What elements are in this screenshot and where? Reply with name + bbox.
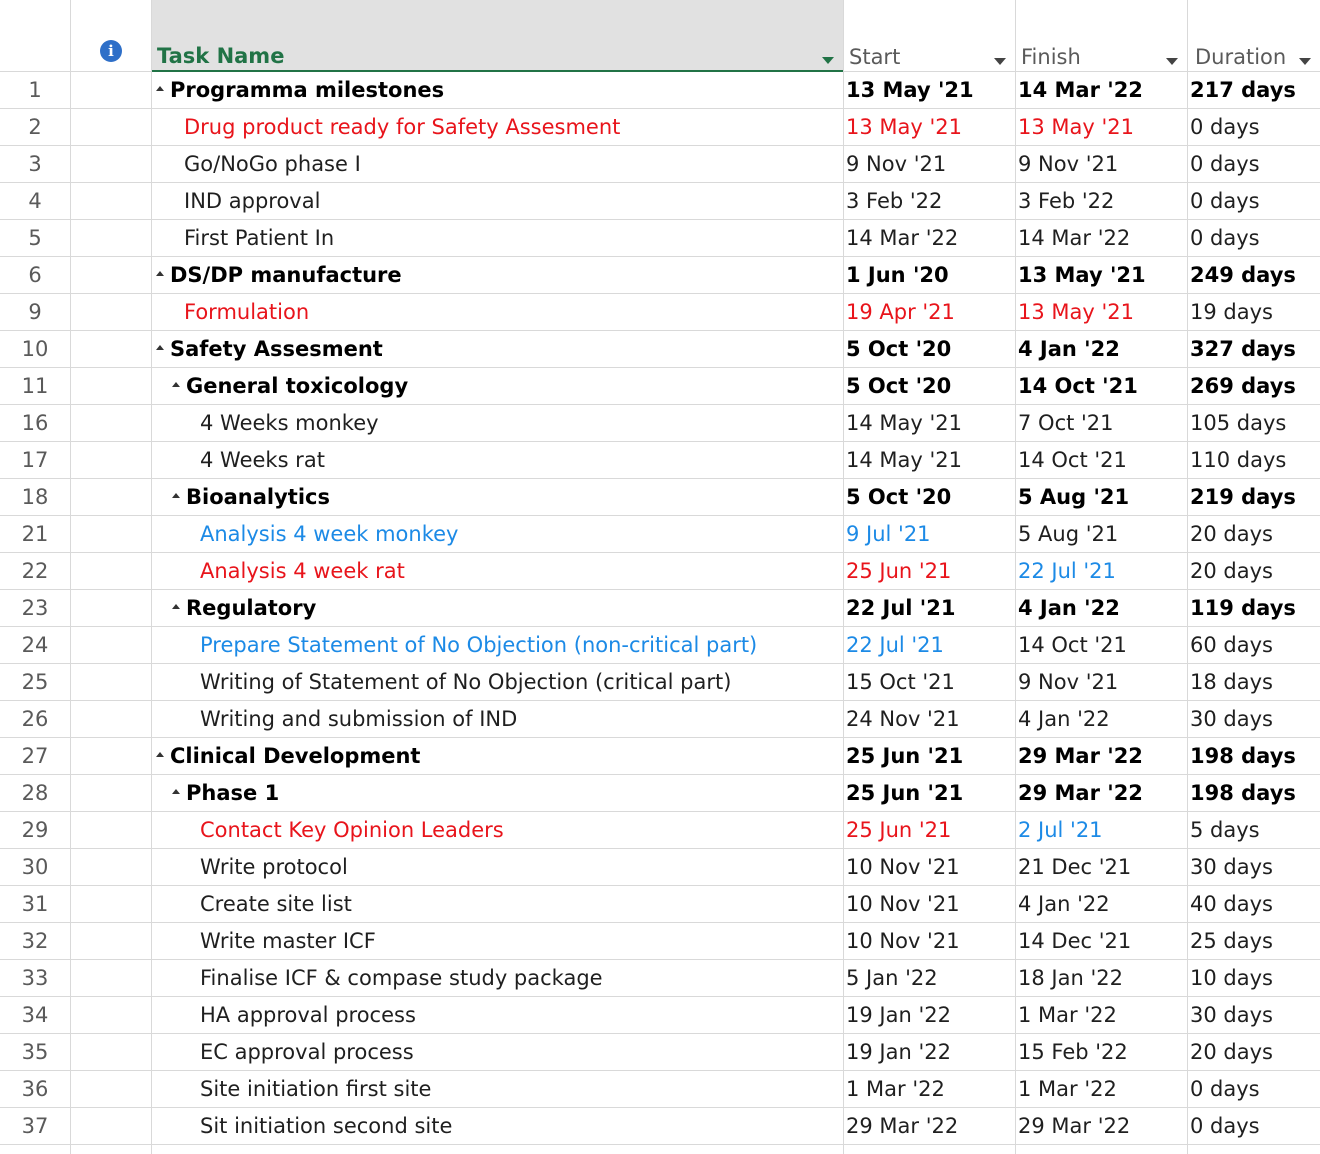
row-id[interactable]: 17 — [21, 448, 49, 472]
task-name-text: Writing of Statement of No Objection (critical part) — [200, 670, 732, 694]
duration-cell[interactable]: 198 days — [1190, 744, 1296, 768]
row-id[interactable]: 18 — [21, 485, 49, 509]
finish-cell[interactable]: 15 Feb '22 — [1018, 1040, 1128, 1064]
task-name-text: Drug product ready for Safety Assesment — [184, 115, 621, 139]
duration-cell[interactable]: 217 days — [1190, 78, 1296, 102]
start-cell[interactable]: 10 Nov '21 — [846, 855, 960, 879]
finish-cell[interactable]: 14 Mar '22 — [1018, 226, 1131, 250]
row-id[interactable]: 24 — [21, 633, 49, 657]
row-id[interactable]: 9 — [28, 300, 42, 324]
duration-cell[interactable]: 19 days — [1190, 300, 1273, 324]
task-row[interactable] — [0, 294, 1320, 331]
start-cell[interactable]: 9 Jul '21 — [846, 522, 931, 546]
task-name-text: HA approval process — [200, 1003, 416, 1027]
collapse-triangle-icon[interactable] — [156, 86, 164, 91]
duration-cell[interactable]: 0 days — [1190, 226, 1260, 250]
start-cell[interactable]: 13 May '21 — [846, 78, 974, 102]
task-name-cell[interactable] — [152, 886, 890, 923]
task-name-cell[interactable] — [152, 405, 890, 442]
task-name-cell[interactable] — [152, 923, 890, 960]
task-name-cell[interactable] — [152, 738, 846, 775]
collapse-triangle-icon[interactable] — [156, 271, 164, 276]
task-row[interactable] — [0, 516, 1320, 553]
start-cell[interactable]: 3 Feb '22 — [846, 189, 943, 213]
duration-cell[interactable]: 20 days — [1190, 559, 1273, 583]
duration-cell[interactable]: 269 days — [1190, 374, 1296, 398]
start-cell[interactable]: 1 Jun '20 — [846, 263, 949, 287]
duration-cell[interactable]: 0 days — [1190, 115, 1260, 139]
header-indicators[interactable] — [71, 0, 151, 72]
finish-cell[interactable]: 5 Aug '21 — [1018, 522, 1119, 546]
summary-task-row[interactable] — [0, 331, 1320, 368]
duration-cell[interactable]: 25 days — [1190, 929, 1273, 953]
task-name-cell[interactable] — [152, 442, 890, 479]
finish-cell[interactable]: 9 Nov '21 — [1018, 670, 1119, 694]
finish-cell[interactable]: 29 Mar '22 — [1018, 744, 1143, 768]
start-cell[interactable]: 15 Oct '21 — [846, 670, 955, 694]
duration-cell[interactable]: 327 days — [1190, 337, 1296, 361]
row-id[interactable]: 5 — [28, 226, 42, 250]
summary-task-row[interactable] — [0, 368, 1320, 405]
task-name-text: Write master ICF — [200, 929, 376, 953]
info-icon: i — [100, 40, 122, 62]
task-name-cell[interactable] — [152, 997, 890, 1034]
header-row-id — [0, 0, 70, 72]
header-finish[interactable] — [1016, 0, 1187, 72]
finish-cell[interactable]: 4 Jan '22 — [1018, 892, 1110, 916]
row-id[interactable]: 35 — [21, 1040, 49, 1064]
finish-title: Finish — [1021, 45, 1081, 69]
task-name-text: Formulation — [184, 300, 310, 324]
task-name-cell[interactable] — [152, 516, 890, 553]
task-name-text: Clinical Development — [170, 744, 421, 768]
duration-cell[interactable]: 119 days — [1190, 596, 1296, 620]
task-name-text: 4 Weeks rat — [200, 448, 325, 472]
header-task-name[interactable] — [152, 0, 843, 72]
task-name-cell[interactable] — [152, 627, 890, 664]
start-title: Start — [849, 45, 901, 69]
start-cell[interactable]: 25 Jun '21 — [846, 818, 952, 842]
start-cell[interactable]: 13 May '21 — [846, 115, 962, 139]
finish-cell[interactable]: 14 Oct '21 — [1018, 374, 1138, 398]
start-cell[interactable]: 19 Jan '22 — [846, 1040, 951, 1064]
start-cell[interactable]: 19 Apr '21 — [846, 300, 955, 324]
start-cell[interactable]: 24 Nov '21 — [846, 707, 960, 731]
task-name-cell[interactable] — [152, 849, 890, 886]
task-row[interactable] — [0, 553, 1320, 590]
task-name-text: General toxicology — [186, 374, 409, 398]
task-name-cell[interactable] — [152, 220, 874, 257]
summary-task-row[interactable] — [0, 257, 1320, 294]
task-name-text: Prepare Statement of No Objection (non-critical part) — [200, 633, 758, 657]
row-id[interactable]: 37 — [21, 1114, 49, 1138]
task-name-cell[interactable] — [152, 590, 862, 627]
task-name-text: Programma milestones — [170, 78, 445, 102]
task-name-cell[interactable] — [152, 368, 862, 405]
start-cell[interactable]: 14 May '21 — [846, 411, 962, 435]
start-cell[interactable]: 22 Jul '21 — [846, 633, 944, 657]
collapse-triangle-icon[interactable] — [172, 493, 180, 498]
finish-cell[interactable]: 4 Jan '22 — [1018, 707, 1110, 731]
task-row[interactable] — [0, 997, 1320, 1034]
task-name-text: Sit initiation second site — [200, 1114, 453, 1138]
task-name-text: Analysis 4 week rat — [200, 559, 405, 583]
duration-cell[interactable]: 0 days — [1190, 152, 1260, 176]
summary-task-row[interactable] — [0, 479, 1320, 516]
start-cell[interactable]: 25 Jun '21 — [846, 781, 964, 805]
task-row[interactable] — [0, 220, 1320, 257]
finish-cell[interactable]: 3 Feb '22 — [1018, 189, 1115, 213]
task-row[interactable] — [0, 849, 1320, 886]
start-cell[interactable]: 5 Oct '20 — [846, 337, 952, 361]
duration-cell[interactable]: 30 days — [1190, 855, 1273, 879]
task-row[interactable] — [0, 1108, 1320, 1145]
row-id[interactable]: 27 — [21, 744, 49, 768]
finish-cell[interactable]: 13 May '21 — [1018, 115, 1134, 139]
row-id[interactable]: 1 — [28, 78, 42, 102]
duration-cell[interactable]: 30 days — [1190, 1003, 1273, 1027]
task-name-text: Contact Key Opinion Leaders — [200, 818, 504, 842]
duration-cell[interactable]: 5 days — [1190, 818, 1260, 842]
task-row[interactable] — [0, 923, 1320, 960]
task-row[interactable] — [0, 405, 1320, 442]
task-row[interactable] — [0, 1071, 1320, 1108]
task-name-cell[interactable] — [152, 1108, 890, 1145]
duration-cell[interactable]: 60 days — [1190, 633, 1273, 657]
start-cell[interactable]: 5 Oct '20 — [846, 485, 952, 509]
finish-cell[interactable]: 14 Mar '22 — [1018, 78, 1143, 102]
task-name-cell[interactable] — [152, 72, 846, 109]
row-id[interactable]: 23 — [21, 596, 49, 620]
start-cell[interactable]: 14 Mar '22 — [846, 226, 959, 250]
start-cell[interactable]: 9 Nov '21 — [846, 152, 947, 176]
finish-cell[interactable]: 18 Jan '22 — [1018, 966, 1123, 990]
row-id[interactable]: 32 — [21, 929, 49, 953]
duration-title: Duration — [1195, 45, 1287, 69]
finish-cell[interactable]: 13 May '21 — [1018, 300, 1134, 324]
task-name-cell[interactable] — [152, 1034, 890, 1071]
duration-cell[interactable]: 40 days — [1190, 892, 1273, 916]
start-cell[interactable]: 22 Jul '21 — [846, 596, 956, 620]
header-start[interactable] — [844, 0, 1015, 72]
collapse-triangle-icon[interactable] — [172, 789, 180, 794]
task-name-text: EC approval process — [200, 1040, 414, 1064]
duration-cell[interactable]: 30 days — [1190, 707, 1273, 731]
duration-cell[interactable]: 0 days — [1190, 1077, 1260, 1101]
task-row[interactable] — [0, 664, 1320, 701]
finish-cell[interactable]: 1 Mar '22 — [1018, 1077, 1117, 1101]
task-name-cell[interactable] — [152, 1071, 890, 1108]
task-row[interactable] — [0, 701, 1320, 738]
collapse-triangle-icon[interactable] — [172, 604, 180, 609]
duration-cell[interactable]: 219 days — [1190, 485, 1296, 509]
start-cell[interactable]: 5 Oct '20 — [846, 374, 952, 398]
chevron-down-icon[interactable] — [1299, 58, 1311, 65]
task-name-text: Phase 1 — [186, 781, 280, 805]
row-id[interactable]: 6 — [28, 263, 42, 287]
task-name-cell[interactable] — [152, 146, 874, 183]
finish-cell[interactable]: 4 Jan '22 — [1018, 596, 1120, 620]
task-name-cell[interactable] — [152, 331, 846, 368]
task-name-cell[interactable] — [152, 553, 890, 590]
row-id[interactable]: 11 — [21, 374, 49, 398]
task-row[interactable] — [0, 960, 1320, 997]
header-duration[interactable] — [1188, 0, 1320, 72]
duration-cell[interactable]: 198 days — [1190, 781, 1296, 805]
collapse-triangle-icon[interactable] — [156, 345, 164, 350]
task-row[interactable] — [0, 109, 1320, 146]
collapse-triangle-icon[interactable] — [172, 382, 180, 387]
task-name-text: Safety Assesment — [170, 337, 383, 361]
finish-cell[interactable]: 21 Dec '21 — [1018, 855, 1132, 879]
task-row[interactable] — [0, 442, 1320, 479]
duration-cell[interactable]: 20 days — [1190, 522, 1273, 546]
task-name-cell[interactable] — [152, 664, 890, 701]
finish-cell[interactable]: 2 Jul '21 — [1018, 818, 1103, 842]
task-name-text: Write protocol — [200, 855, 348, 879]
duration-cell[interactable]: 249 days — [1190, 263, 1296, 287]
row-id[interactable]: 33 — [21, 966, 49, 990]
start-cell[interactable]: 10 Nov '21 — [846, 892, 960, 916]
task-row[interactable] — [0, 886, 1320, 923]
duration-cell[interactable]: 20 days — [1190, 1040, 1273, 1064]
chevron-down-icon[interactable] — [994, 58, 1006, 65]
task-name-text: Analysis 4 week monkey — [200, 522, 459, 546]
finish-cell[interactable]: 14 Oct '21 — [1018, 448, 1127, 472]
task-name-cell[interactable] — [152, 479, 862, 516]
task-name-cell[interactable] — [152, 701, 890, 738]
task-row[interactable] — [0, 1034, 1320, 1071]
finish-cell[interactable]: 14 Dec '21 — [1018, 929, 1132, 953]
finish-cell[interactable]: 5 Aug '21 — [1018, 485, 1130, 509]
start-cell[interactable]: 14 May '21 — [846, 448, 962, 472]
task-name-text: Create site list — [200, 892, 352, 916]
task-row[interactable] — [0, 146, 1320, 183]
task-name-cell[interactable] — [152, 257, 846, 294]
finish-cell[interactable]: 29 Mar '22 — [1018, 1114, 1131, 1138]
summary-task-row[interactable] — [0, 738, 1320, 775]
row-id[interactable]: 29 — [21, 818, 49, 842]
task-name-text: DS/DP manufacture — [170, 263, 402, 287]
task-row[interactable] — [0, 183, 1320, 220]
row-id[interactable]: 30 — [21, 855, 49, 879]
duration-cell[interactable]: 10 days — [1190, 966, 1273, 990]
row-id[interactable]: 22 — [21, 559, 49, 583]
start-cell[interactable]: 19 Jan '22 — [846, 1003, 951, 1027]
task-name-title: Task Name — [157, 44, 285, 68]
task-name-cell[interactable] — [152, 109, 874, 146]
task-name-text: 4 Weeks monkey — [200, 411, 379, 435]
task-name-cell[interactable] — [152, 960, 890, 997]
start-cell[interactable]: 25 Jun '21 — [846, 559, 952, 583]
row-id[interactable]: 3 — [28, 152, 42, 176]
chevron-down-icon[interactable] — [822, 57, 834, 64]
duration-cell[interactable]: 105 days — [1190, 411, 1287, 435]
chevron-down-icon[interactable] — [1166, 58, 1178, 65]
summary-task-row[interactable] — [0, 775, 1320, 812]
row-id[interactable]: 10 — [21, 337, 49, 361]
summary-task-row[interactable] — [0, 590, 1320, 627]
row-id[interactable]: 34 — [21, 1003, 49, 1027]
column-header-row — [0, 0, 1320, 72]
summary-task-row[interactable] — [0, 72, 1320, 109]
task-name-text: First Patient In — [184, 226, 335, 250]
task-name-text: Regulatory — [186, 596, 317, 620]
duration-cell[interactable]: 0 days — [1190, 1114, 1260, 1138]
collapse-triangle-icon[interactable] — [156, 752, 164, 757]
row-id[interactable]: 26 — [21, 707, 49, 731]
start-cell[interactable]: 5 Jan '22 — [846, 966, 938, 990]
duration-cell[interactable]: 110 days — [1190, 448, 1287, 472]
finish-cell[interactable]: 13 May '21 — [1018, 263, 1146, 287]
finish-cell[interactable]: 14 Oct '21 — [1018, 633, 1127, 657]
task-row[interactable] — [0, 812, 1320, 849]
start-cell[interactable]: 29 Mar '22 — [846, 1114, 959, 1138]
finish-cell[interactable]: 9 Nov '21 — [1018, 152, 1119, 176]
task-name-cell[interactable] — [152, 294, 874, 331]
finish-cell[interactable]: 1 Mar '22 — [1018, 1003, 1117, 1027]
row-id[interactable]: 36 — [21, 1077, 49, 1101]
row-id[interactable]: 16 — [21, 411, 49, 435]
task-name-text: IND approval — [184, 189, 321, 213]
row-id[interactable]: 4 — [28, 189, 42, 213]
row-id[interactable]: 25 — [21, 670, 49, 694]
task-row[interactable] — [0, 627, 1320, 664]
task-name-text: Writing and submission of IND — [200, 707, 518, 731]
row-id[interactable]: 31 — [21, 892, 49, 916]
finish-cell[interactable]: 4 Jan '22 — [1018, 337, 1120, 361]
task-name-text: Bioanalytics — [186, 485, 330, 509]
start-cell[interactable]: 10 Nov '21 — [846, 929, 960, 953]
row-id[interactable]: 21 — [21, 522, 49, 546]
finish-cell[interactable]: 22 Jul '21 — [1018, 559, 1116, 583]
row-id[interactable]: 2 — [28, 115, 42, 139]
duration-cell[interactable]: 18 days — [1190, 670, 1273, 694]
task-name-text: Finalise ICF & compase study package — [200, 966, 603, 990]
task-name-cell[interactable] — [152, 183, 874, 220]
task-name-cell[interactable] — [152, 812, 890, 849]
task-name-cell[interactable] — [152, 775, 862, 812]
task-name-text: Site initiation first site — [200, 1077, 432, 1101]
start-cell[interactable]: 1 Mar '22 — [846, 1077, 945, 1101]
row-id[interactable]: 28 — [21, 781, 49, 805]
finish-cell[interactable]: 29 Mar '22 — [1018, 781, 1143, 805]
start-cell[interactable]: 25 Jun '21 — [846, 744, 964, 768]
duration-cell[interactable]: 0 days — [1190, 189, 1260, 213]
finish-cell[interactable]: 7 Oct '21 — [1018, 411, 1114, 435]
task-name-text: Go/NoGo phase I — [184, 152, 361, 176]
